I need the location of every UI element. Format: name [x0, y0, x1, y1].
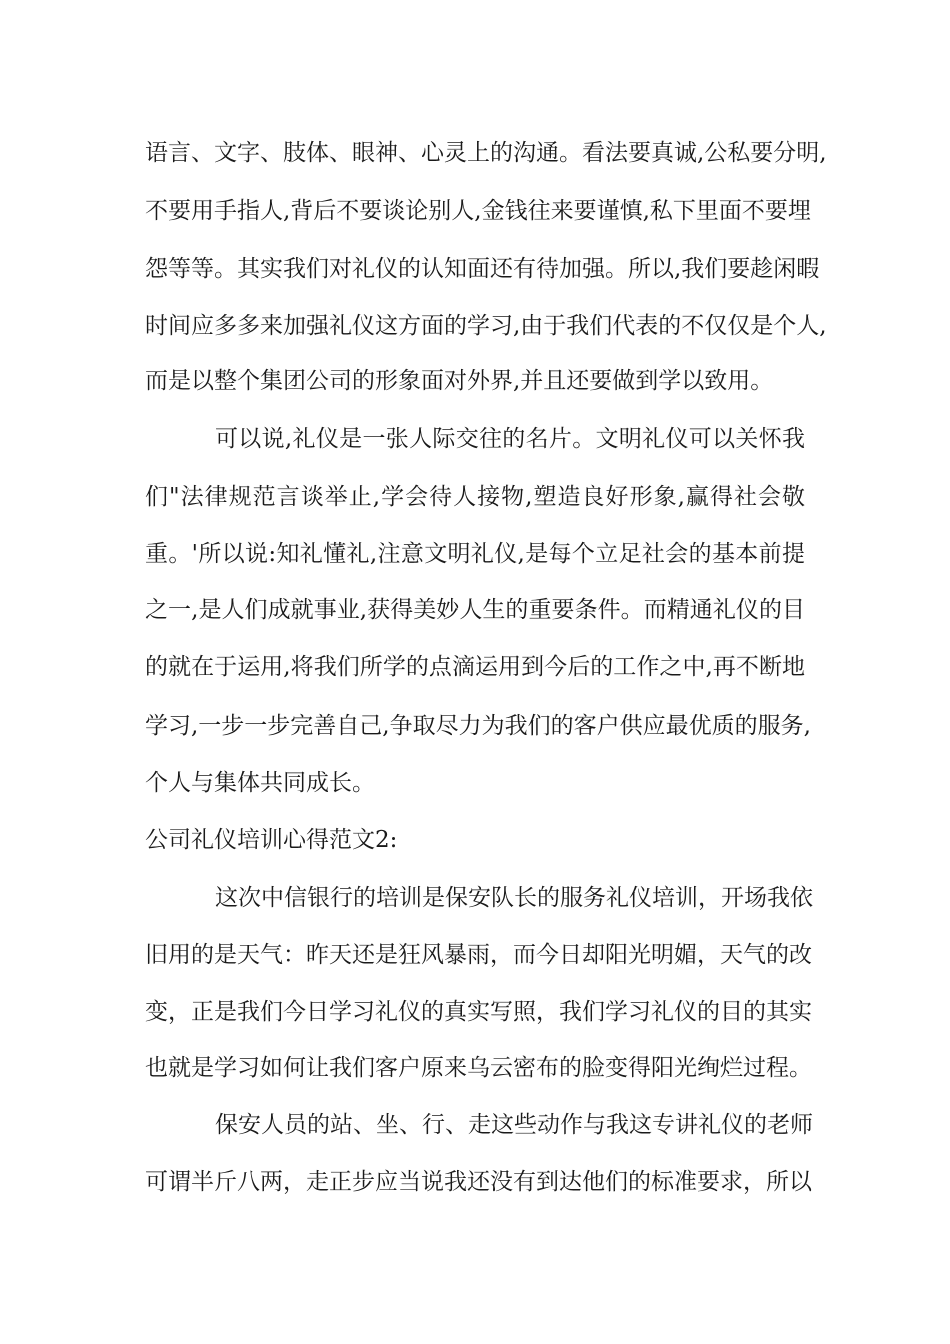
- text-line: 变，正是我们今日学习礼仪的真实写照，我们学习礼仪的目的其实: [145, 999, 812, 1025]
- text-line: 时间应多多来加强礼仪这方面的学习,由于我们代表的不仅仅是个人,: [145, 313, 827, 339]
- text-line: 之一,是人们成就事业,获得美妙人生的重要条件。而精通礼仪的目: [145, 597, 805, 623]
- text-line: 也就是学习如何让我们客户原来乌云密布的脸变得阳光绚烂过程。: [145, 1055, 812, 1081]
- text-line: 的就在于运用,将我们所学的点滴运用到今后的工作之中,再不断地: [145, 654, 805, 680]
- text-line: 旧用的是天气：昨天还是狂风暴雨，而今日却阳光明媚，天气的改: [145, 942, 812, 968]
- text-line: 可以说,礼仪是一张人际交往的名片。文明礼仪可以关怀我: [215, 426, 805, 452]
- text-line: 怨等等。其实我们对礼仪的认知面还有待加强。所以,我们要趁闲暇: [145, 256, 820, 282]
- text-line: 学习,一步一步完善自己,争取尽力为我们的客户供应最优质的服务,: [145, 713, 811, 739]
- section-heading: 公司礼仪培训心得范文2:: [145, 827, 398, 853]
- text-line: 们"法律规范言谈举止,学会待人接物,塑造良好形象,赢得社会敬: [145, 484, 805, 510]
- text-line: 可谓半斤八两，走正步应当说我还没有到达他们的标准要求，所以: [145, 1169, 812, 1195]
- text-line: 而是以整个集团公司的形象面对外界,并且还要做到学以致用。: [145, 368, 774, 394]
- text-line: 这次中信银行的培训是保安队长的服务礼仪培训，开场我依: [215, 885, 813, 911]
- text-line: 重。'所以说:知礼懂礼,注意文明礼仪,是每个立足社会的基本前提: [145, 541, 805, 567]
- text-line: 个人与集体共同成长。: [145, 770, 375, 796]
- text-line: 不要用手指人,背后不要谈论别人,金钱往来要谨慎,私下里面不要埋: [145, 198, 811, 224]
- text-line: 保安人员的站、坐、行、走这些动作与我这专讲礼仪的老师: [215, 1112, 813, 1138]
- text-line: 语言、文字、肢体、眼神、心灵上的沟通。看法要真诚,公私要分明,: [145, 140, 827, 166]
